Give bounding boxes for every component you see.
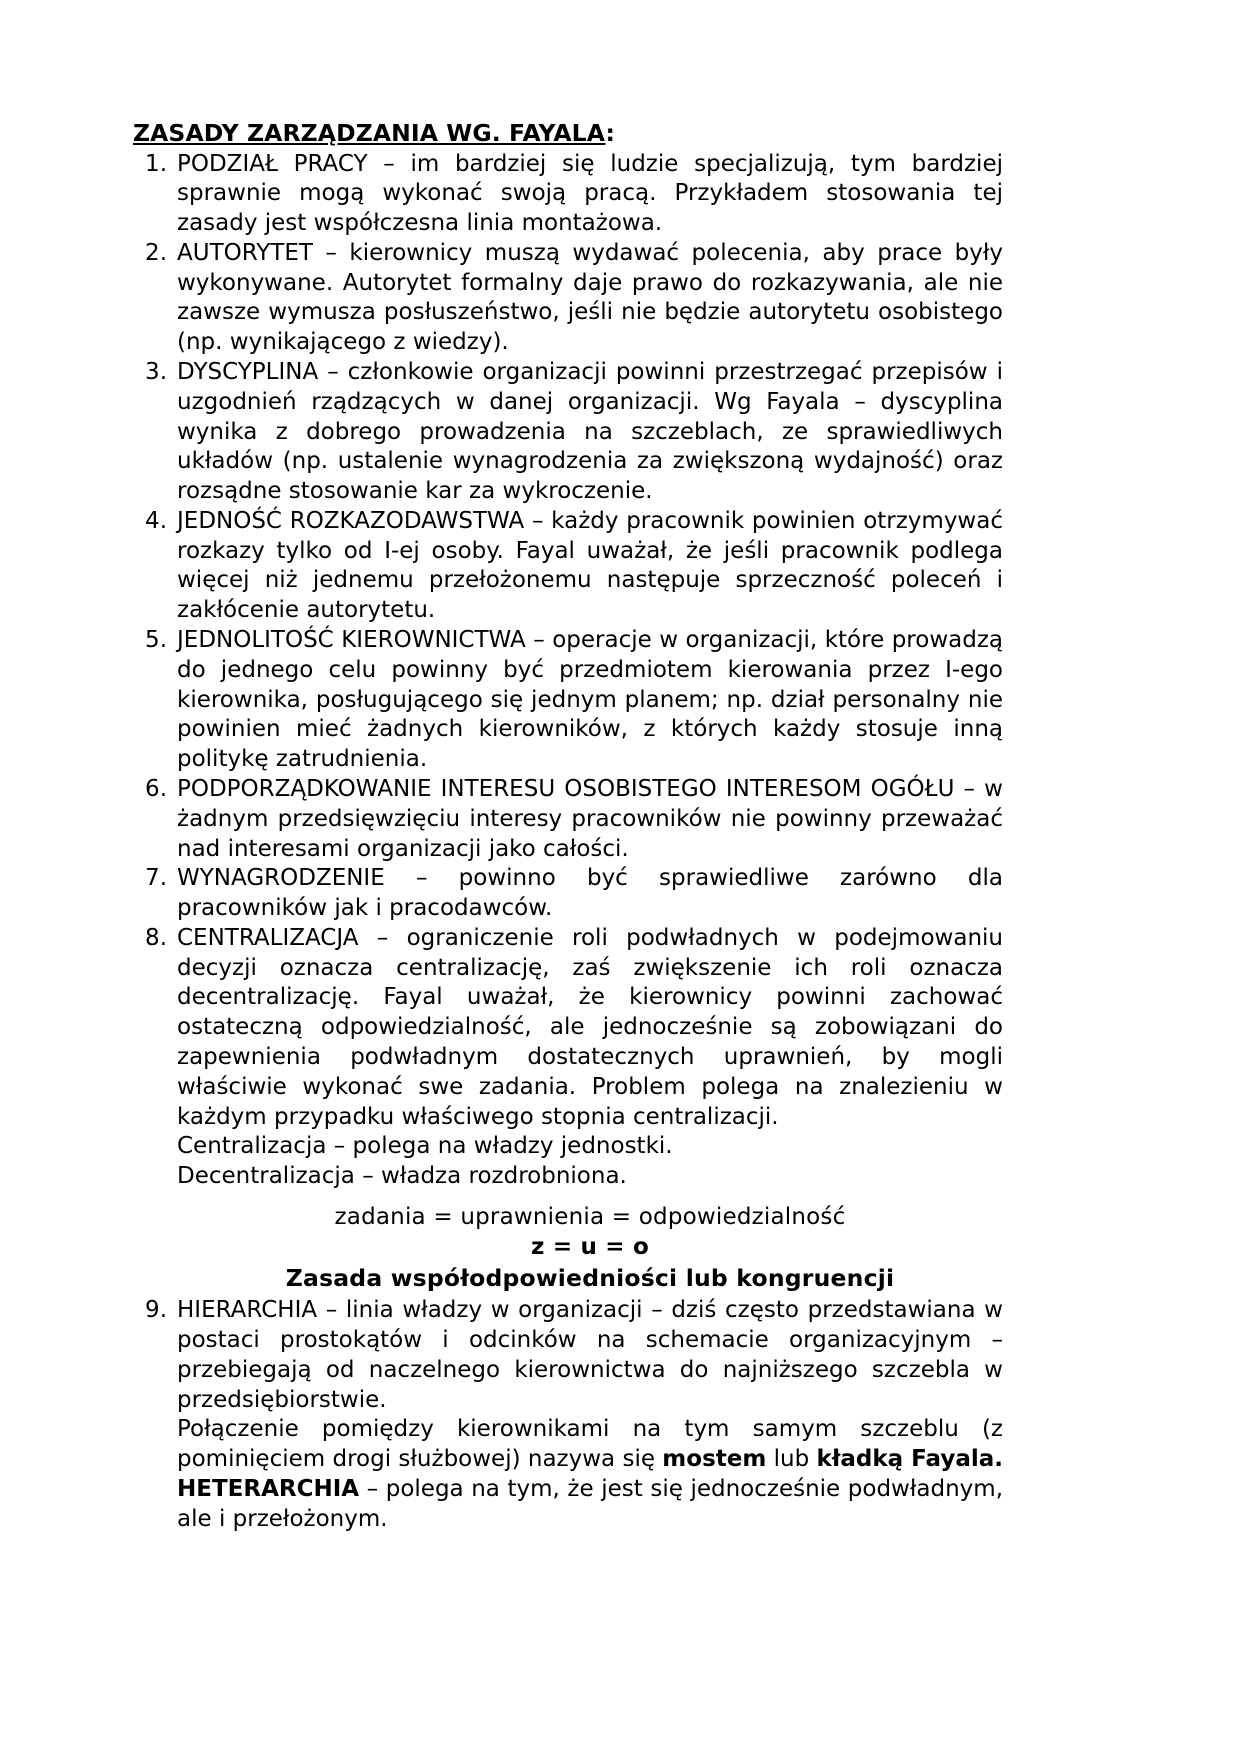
principle-text-5: JEDNOLITOŚĆ KIEROWNICTWA – operacje w organizacji, które prowadzą do jednego celu powinny być przedmiotem kierowania przez I-ego kierownika, posługującego się jednym planem; np. dział personalny nie powinien mieć żadnych kierowników, z których każdy stosuje inną politykę zatrudnienia. (177, 627, 1003, 773)
formula-equation-words: zadania = uprawnienia = odpowiedzialność (334, 1203, 846, 1230)
page-title (133, 118, 1003, 149)
page-title-colon: : (605, 119, 615, 147)
heterarchy-text: – polega na tym, że jest się jednocześnie podwładnym, ale i przełożonym. (177, 1475, 1003, 1532)
principle-text-7: WYNAGRODZENIE – powinno być sprawiedliwe zarówno dla pracowników jak i pracodawców. (177, 865, 1003, 922)
decentralizacja-definition: Decentralizacja – władza rozdrobniona. (177, 1163, 627, 1190)
congruence-formula-block (177, 1202, 1003, 1294)
principle-item-3 (133, 358, 1003, 507)
principle-item-5 (133, 626, 1003, 775)
bridge-bold-kladka-fayala: kładką Fayala. (816, 1446, 1004, 1473)
principle-item-9 (133, 1296, 1003, 1534)
principle-item-6 (133, 775, 1003, 864)
principle-text-3: DYSCYPLINA – członkowie organizacji powinni przestrzegać przepisów i uzgodnień rządzących w danej organizacji. Wg Fayala – dyscyplina wynika z dobrego prowadzenia na szczeblach, ze sprawiedliwych układów (np. ustalenie wynagrodzenia za zwiększoną wydajność) oraz rozsądne stosowanie kar za wykroczenie. (177, 359, 1003, 505)
principles-list (133, 150, 1003, 1535)
principle-item-8 (133, 924, 1003, 1294)
bridge-bold-most: mostem (662, 1446, 767, 1473)
formula-principle-name: Zasada współodpowiedniości lub kongruencji (285, 1264, 895, 1293)
page-title-text: ZASADY ZARZĄDZANIA WG. FAYALA (133, 119, 606, 147)
bridge-text-part2: lub (766, 1446, 817, 1473)
principle-text-4: JEDNOŚĆ ROZKAZODAWSTWA – każdy pracownik powinien otrzymywać rozkazy tylko od I-ej osoby. Fayal uważał, że jeśli pracownik podlega więcej niż jednemu przełożonemu następuje sprzeczność poleceń i zakłócenie autorytetu. (177, 507, 1003, 624)
principle-item-2 (133, 239, 1003, 358)
bridge-paragraph (177, 1415, 1003, 1475)
formula-equation-symbols: z = u = o (531, 1234, 649, 1261)
centralizacja-definition: Centralizacja – polega na władzy jednostki. (177, 1133, 673, 1160)
principle-text-1: PODZIAŁ PRACY – im bardziej się ludzie specjalizują, tym bardziej sprawnie mogą wykonać swoją pracą. Przykładem stosowania tej zasady jest współczesna linia montażowa. (177, 150, 1003, 237)
principle-text-9: HIERARCHIA – linia władzy w organizacji – dziś często przedstawiana w postaci prostokątów i odcinków na schemacie organizacyjnym – przebiegają od naczelnego kierownictwa do najniższego szczebla w przedsiębiorstwie. (177, 1297, 1003, 1413)
principle-text-8: CENTRALIZACJA – ograniczenie roli podwładnych w podejmowaniu decyzji oznacza centralizację, zaś zwiększenie ich roli oznacza decentralizację. Fayal uważał, że kierownicy powinni zachować ostateczną odpowiedzialność, ale jednocześnie są zobowiązani do zapewnienia podwładnym dostatecznych uprawnień, by mogli właściwie wykonać swe zadania. Problem polega na znalezieniu w każdym przypadku właściwego stopnia centralizacji. (177, 924, 1003, 1130)
principle-item-4 (133, 507, 1003, 626)
principle-text-6: PODPORZĄDKOWANIE INTERESU OSOBISTEGO INTERESOM OGÓŁU – w żadnym przedsięwzięciu interesy pracowników nie powinny przeważać nad interesami organizacji jako całości. (177, 775, 1003, 862)
heterarchy-paragraph (177, 1475, 1003, 1535)
heterarchy-bold-term: HETERARCHIA (177, 1475, 360, 1502)
principle-item-1 (133, 150, 1003, 239)
principle-item-7 (133, 864, 1003, 924)
bridge-text-part1: Połączenie pomiędzy kierownikami na tym samym szczeblu (z pominięciem drogi służbowej) nazywa się (177, 1416, 1003, 1473)
principle-text-2: AUTORYTET – kierownicy muszą wydawać polecenia, aby prace były wykonywane. Autorytet formalny daje prawo do rozkazywania, ale nie zawsze wymusza posłuszeństwo, jeśli nie będzie autorytetu osobistego (np. wynikającego z wiedzy). (177, 239, 1003, 356)
